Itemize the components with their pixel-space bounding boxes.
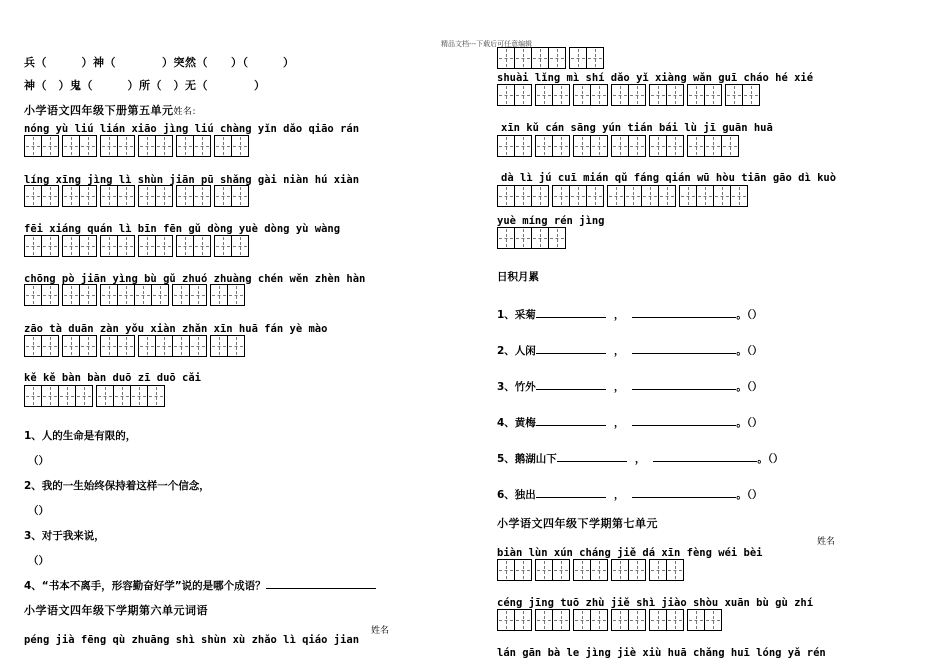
unit6-name-label: 姓名 xyxy=(371,626,390,636)
unit5-name-label: 姓名: xyxy=(173,107,197,117)
writing-box-group xyxy=(210,284,245,306)
accumulation-title: 日积月累 xyxy=(497,271,539,283)
writing-cell[interactable] xyxy=(58,386,75,406)
writing-cell[interactable] xyxy=(211,285,227,305)
idiom-fill-line-1: 兵（ ）神（ ）突然（ ）（ ） xyxy=(24,56,295,69)
writing-cell[interactable] xyxy=(666,85,683,105)
unit5-grid-row-4 xyxy=(24,284,248,306)
writing-cell[interactable] xyxy=(139,336,155,356)
writing-cell[interactable] xyxy=(155,236,172,256)
writing-cell[interactable] xyxy=(514,48,531,68)
fill-item-2-comma: ， xyxy=(613,345,625,357)
writing-cell[interactable] xyxy=(628,136,645,156)
unit5-pinyin-row-1: nóng yù liú lián xiāo jìng liú chàng yǐn dǎo qiāo rán xyxy=(24,123,360,135)
fill-item-2 xyxy=(497,343,763,358)
writing-box-group xyxy=(649,559,684,581)
writing-cell[interactable] xyxy=(79,285,96,305)
writing-box-group xyxy=(611,84,646,106)
writing-cell[interactable] xyxy=(536,610,552,630)
unit6-title: 小学语文四年级下学期第六单元词语 xyxy=(24,604,208,617)
writing-cell[interactable] xyxy=(612,560,628,580)
writing-box-group xyxy=(138,185,173,207)
idiom-fill-line-2: 神（ ）鬼（ ）所（ ）无（ ） xyxy=(24,79,266,92)
writing-box-group xyxy=(573,84,608,106)
writing-cell[interactable] xyxy=(574,85,590,105)
writing-cell[interactable] xyxy=(25,186,41,206)
writing-cell[interactable] xyxy=(688,85,704,105)
writing-box-group xyxy=(569,47,604,69)
writing-box-group xyxy=(679,185,748,207)
question-1: 1、人的生命是有限的， xyxy=(24,430,137,442)
writing-box-group xyxy=(649,609,684,631)
writing-cell[interactable] xyxy=(650,610,666,630)
unit5-pinyin-row-4: chōng pò jiān yìng bù gǔ zhuó zhuàng chén wěn zhèn hàn xyxy=(24,273,366,285)
fill-item-3-blank-b[interactable] xyxy=(632,380,736,390)
writing-box-group xyxy=(138,235,173,257)
writing-box-group xyxy=(176,235,211,257)
fill-item-2-end: 。（） xyxy=(736,345,763,357)
writing-cell[interactable] xyxy=(552,560,569,580)
writing-box-group xyxy=(649,135,684,157)
writing-cell[interactable] xyxy=(514,610,531,630)
writing-box-group xyxy=(24,135,59,157)
writing-cell[interactable] xyxy=(211,336,227,356)
writing-cell[interactable] xyxy=(117,236,134,256)
writing-cell[interactable] xyxy=(536,85,552,105)
writing-cell[interactable] xyxy=(101,285,117,305)
writing-cell[interactable] xyxy=(536,136,552,156)
writing-box-group xyxy=(497,227,566,249)
writing-cell[interactable] xyxy=(117,285,134,305)
writing-box-group xyxy=(214,135,249,157)
unit6-pinyin-row-5: yuè míng rén jìng xyxy=(497,215,605,227)
writing-box-group xyxy=(725,84,760,106)
writing-cell[interactable] xyxy=(704,610,721,630)
unit6-pinyin-row-4: dà lì jú cuī mián qǔ fáng qián wū hòu tiān gāo dì kuò xyxy=(501,172,837,184)
unit7-pinyin-row-2: céng jīng tuō zhù jiě shì jiào shòu xuān bù gù zhí xyxy=(497,597,814,609)
fill-item-5-label: 5、鹅湖山下 xyxy=(497,453,557,465)
writing-box-group xyxy=(611,135,646,157)
fill-item-3-end: 。（） xyxy=(736,381,763,393)
writing-cell[interactable] xyxy=(514,560,531,580)
fill-item-3-blank-a[interactable] xyxy=(536,380,606,390)
fill-item-5-end: 。（） xyxy=(757,453,784,465)
writing-box-group xyxy=(100,135,135,157)
writing-cell[interactable] xyxy=(155,186,172,206)
fill-item-3-label: 3、竹外 xyxy=(497,381,536,393)
question-2-answer: （） xyxy=(28,505,49,517)
fill-item-1-label: 1、采菊 xyxy=(497,309,536,321)
unit7-name-label: 姓名 xyxy=(817,537,836,547)
writing-cell[interactable] xyxy=(548,228,565,248)
writing-cell[interactable] xyxy=(552,85,569,105)
writing-cell[interactable] xyxy=(227,336,244,356)
writing-cell[interactable] xyxy=(101,186,117,206)
writing-cell[interactable] xyxy=(666,610,683,630)
question-4 xyxy=(24,578,376,593)
writing-cell[interactable] xyxy=(41,285,58,305)
writing-cell[interactable] xyxy=(514,186,531,206)
writing-cell[interactable] xyxy=(514,85,531,105)
writing-cell[interactable] xyxy=(590,610,607,630)
fill-item-3-comma: ， xyxy=(613,381,625,393)
writing-box-group xyxy=(497,559,532,581)
writing-box-group xyxy=(100,284,169,306)
question-2: 2、我的一生始终保持着这样一个信念， xyxy=(24,480,210,492)
writing-cell[interactable] xyxy=(666,136,683,156)
writing-box-group xyxy=(96,385,165,407)
writing-cell[interactable] xyxy=(227,285,244,305)
question-4-text: 4、“书本不离手，形容勤奋好学”说的是哪个成语？ xyxy=(24,580,266,592)
fill-item-5-blank-a[interactable] xyxy=(557,452,627,462)
writing-cell[interactable] xyxy=(139,136,155,156)
writing-cell[interactable] xyxy=(117,336,134,356)
unit6-grid-row-4 xyxy=(497,185,751,207)
writing-cell[interactable] xyxy=(117,136,134,156)
writing-cell[interactable] xyxy=(612,85,628,105)
writing-cell[interactable] xyxy=(531,186,548,206)
writing-box-group xyxy=(687,135,739,157)
writing-cell[interactable] xyxy=(25,386,41,406)
writing-cell[interactable] xyxy=(586,48,603,68)
writing-cell[interactable] xyxy=(101,236,117,256)
unit5-title xyxy=(24,102,196,118)
writing-cell[interactable] xyxy=(650,85,666,105)
writing-box-group xyxy=(138,135,173,157)
writing-box-group xyxy=(573,135,608,157)
writing-box-group xyxy=(497,135,532,157)
writing-cell[interactable] xyxy=(574,610,590,630)
writing-cell[interactable] xyxy=(41,236,58,256)
writing-cell[interactable] xyxy=(688,610,704,630)
question-3-answer: （） xyxy=(28,555,49,567)
writing-cell[interactable] xyxy=(612,136,628,156)
writing-cell[interactable] xyxy=(498,560,514,580)
writing-box-group xyxy=(176,135,211,157)
writing-cell[interactable] xyxy=(628,610,645,630)
writing-cell[interactable] xyxy=(704,85,721,105)
fill-item-6-blank-b[interactable] xyxy=(632,488,736,498)
fill-item-1-comma: ， xyxy=(613,309,625,321)
unit5-grid-row-6 xyxy=(24,385,168,407)
writing-cell[interactable] xyxy=(514,136,531,156)
writing-box-group xyxy=(573,609,608,631)
writing-cell[interactable] xyxy=(113,386,130,406)
writing-cell[interactable] xyxy=(704,136,721,156)
fill-item-5 xyxy=(497,451,784,466)
writing-cell[interactable] xyxy=(139,186,155,206)
writing-box-group xyxy=(24,335,59,357)
writing-cell[interactable] xyxy=(155,136,172,156)
writing-cell[interactable] xyxy=(608,186,624,206)
fill-item-4-label: 4、黄梅 xyxy=(497,417,536,429)
writing-cell[interactable] xyxy=(628,560,645,580)
unit7-grid-row-2 xyxy=(497,609,725,631)
writing-cell[interactable] xyxy=(612,610,628,630)
writing-cell[interactable] xyxy=(41,186,58,206)
writing-cell[interactable] xyxy=(730,186,747,206)
unit6-pinyin-row-3: xīn kǔ cán sāng yún tián bái lù jī guān huā xyxy=(501,122,773,134)
writing-cell[interactable] xyxy=(498,136,514,156)
unit5-grid-row-5 xyxy=(24,335,248,357)
writing-cell[interactable] xyxy=(177,186,193,206)
writing-cell[interactable] xyxy=(155,336,172,356)
writing-cell[interactable] xyxy=(41,136,58,156)
writing-cell[interactable] xyxy=(215,186,231,206)
writing-cell[interactable] xyxy=(680,186,696,206)
writing-cell[interactable] xyxy=(498,186,514,206)
writing-cell[interactable] xyxy=(117,186,134,206)
writing-cell[interactable] xyxy=(641,186,658,206)
writing-cell[interactable] xyxy=(624,186,641,206)
unit5-pinyin-row-6: kě kě bàn bàn duō zī duō cǎi xyxy=(24,372,202,384)
writing-cell[interactable] xyxy=(666,560,683,580)
writing-box-group xyxy=(100,185,135,207)
unit5-grid-row-1 xyxy=(24,135,252,157)
unit6-grid-row-5 xyxy=(497,227,569,249)
fill-item-6-label: 6、独出 xyxy=(497,489,536,501)
writing-cell[interactable] xyxy=(658,186,675,206)
writing-cell[interactable] xyxy=(531,48,548,68)
fill-item-1-end: 。（） xyxy=(736,309,763,321)
writing-box-group xyxy=(100,235,135,257)
writing-cell[interactable] xyxy=(742,85,759,105)
writing-cell[interactable] xyxy=(215,136,231,156)
writing-cell[interactable] xyxy=(177,136,193,156)
writing-cell[interactable] xyxy=(569,186,586,206)
writing-cell[interactable] xyxy=(721,136,738,156)
writing-cell[interactable] xyxy=(552,136,569,156)
fill-item-3 xyxy=(497,379,763,394)
writing-cell[interactable] xyxy=(25,136,41,156)
writing-box-group xyxy=(176,185,211,207)
question-1-answer: （） xyxy=(28,455,49,467)
writing-box-group xyxy=(497,47,566,69)
writing-cell[interactable] xyxy=(25,336,41,356)
writing-cell[interactable] xyxy=(498,610,514,630)
writing-box-group xyxy=(535,84,570,106)
unit7-title: 小学语文四年级下学期第七单元 xyxy=(497,517,658,530)
writing-cell[interactable] xyxy=(193,236,210,256)
writing-cell[interactable] xyxy=(553,186,569,206)
writing-cell[interactable] xyxy=(151,285,168,305)
writing-cell[interactable] xyxy=(548,48,565,68)
writing-cell[interactable] xyxy=(134,285,151,305)
writing-box-group xyxy=(24,185,59,207)
unit6-grid-row-3 xyxy=(497,135,742,157)
writing-box-group xyxy=(210,335,245,357)
writing-cell[interactable] xyxy=(574,136,590,156)
writing-cell[interactable] xyxy=(41,336,58,356)
fill-item-1-blank-a[interactable] xyxy=(536,308,606,318)
header-note: 精品文档---下载后可任意编辑 xyxy=(441,40,533,48)
writing-cell[interactable] xyxy=(25,285,41,305)
writing-cell[interactable] xyxy=(193,136,210,156)
fill-item-6-blank-a[interactable] xyxy=(536,488,606,498)
writing-cell[interactable] xyxy=(75,386,92,406)
writing-cell[interactable] xyxy=(590,560,607,580)
writing-box-group xyxy=(649,84,684,106)
unit7-pinyin-row-3: lán gān bà le jìng jiè xiù huā chǎng huī lóng yǎ rén xyxy=(497,647,826,659)
unit5-pinyin-row-5: zāo tà duān zàn yǒu xiàn zhǎn xīn huā fán yè mào xyxy=(24,323,328,335)
question-4-blank[interactable] xyxy=(266,579,376,589)
writing-cell[interactable] xyxy=(231,186,248,206)
writing-cell[interactable] xyxy=(177,236,193,256)
fill-item-6 xyxy=(497,487,763,502)
unit7-grid-row-1 xyxy=(497,559,687,581)
writing-cell[interactable] xyxy=(25,236,41,256)
writing-cell[interactable] xyxy=(79,236,96,256)
writing-cell[interactable] xyxy=(590,85,607,105)
writing-cell[interactable] xyxy=(231,136,248,156)
writing-cell[interactable] xyxy=(101,336,117,356)
writing-cell[interactable] xyxy=(215,236,231,256)
writing-box-group xyxy=(100,335,135,357)
writing-cell[interactable] xyxy=(552,610,569,630)
writing-box-group xyxy=(24,284,59,306)
writing-cell[interactable] xyxy=(650,560,666,580)
writing-cell[interactable] xyxy=(536,560,552,580)
writing-cell[interactable] xyxy=(172,336,189,356)
writing-cell[interactable] xyxy=(590,136,607,156)
writing-cell[interactable] xyxy=(97,386,113,406)
writing-box-group xyxy=(62,235,97,257)
writing-box-group xyxy=(535,135,570,157)
writing-cell[interactable] xyxy=(713,186,730,206)
writing-box-group xyxy=(611,559,646,581)
unit5-title-text: 小学语文四年级下册第五单元 xyxy=(24,104,174,117)
writing-cell[interactable] xyxy=(498,228,514,248)
writing-box-group xyxy=(687,609,722,631)
writing-cell[interactable] xyxy=(63,336,79,356)
writing-box-group xyxy=(62,284,97,306)
writing-box-group xyxy=(62,335,97,357)
writing-box-group xyxy=(214,185,249,207)
writing-box-group xyxy=(214,235,249,257)
writing-cell[interactable] xyxy=(41,386,58,406)
fill-item-4-end: 。（） xyxy=(736,417,763,429)
writing-box-group xyxy=(24,235,59,257)
writing-box-group xyxy=(62,135,97,157)
fill-item-5-comma: ， xyxy=(634,453,646,465)
writing-cell[interactable] xyxy=(79,336,96,356)
writing-cell[interactable] xyxy=(101,136,117,156)
writing-cell[interactable] xyxy=(63,136,79,156)
writing-cell[interactable] xyxy=(498,85,514,105)
writing-box-group xyxy=(497,609,532,631)
writing-box-group xyxy=(552,185,604,207)
writing-cell[interactable] xyxy=(147,386,164,406)
writing-box-group xyxy=(687,84,722,106)
unit6-pinyin-row-2: shuài lǐng mì shí dǎo yǐ xiàng wǎn guī cháo hé xié xyxy=(497,72,814,84)
writing-box-group xyxy=(24,385,93,407)
writing-box-group xyxy=(535,609,570,631)
fill-item-1 xyxy=(497,307,763,322)
writing-box-group xyxy=(607,185,676,207)
writing-box-group xyxy=(62,185,97,207)
writing-cell[interactable] xyxy=(130,386,147,406)
fill-item-4 xyxy=(497,415,763,430)
writing-cell[interactable] xyxy=(139,236,155,256)
writing-cell[interactable] xyxy=(63,186,79,206)
fill-item-2-label: 2、人闲 xyxy=(497,345,536,357)
unit5-pinyin-row-2: líng xīng jìng lì shùn jiān pū shǎng gài niàn hú xiàn xyxy=(24,174,360,186)
writing-box-group xyxy=(497,185,549,207)
writing-box-group xyxy=(172,284,207,306)
writing-cell[interactable] xyxy=(628,85,645,105)
writing-cell[interactable] xyxy=(514,228,531,248)
writing-cell[interactable] xyxy=(574,560,590,580)
writing-cell[interactable] xyxy=(231,236,248,256)
writing-cell[interactable] xyxy=(173,285,189,305)
fill-item-5-blank-b[interactable] xyxy=(653,452,757,462)
writing-cell[interactable] xyxy=(531,228,548,248)
question-3: 3、对于我来说， xyxy=(24,530,105,542)
writing-box-group xyxy=(138,335,207,357)
writing-cell[interactable] xyxy=(189,285,206,305)
writing-cell[interactable] xyxy=(79,186,96,206)
fill-item-1-blank-b[interactable] xyxy=(632,308,736,318)
unit6-grid-top xyxy=(497,47,607,69)
writing-cell[interactable] xyxy=(726,85,742,105)
unit6-pinyin-row-1: péng jià fēng qù zhuāng shì shùn xù zhǎo lì qiáo jian xyxy=(24,634,360,646)
writing-cell[interactable] xyxy=(688,136,704,156)
writing-cell[interactable] xyxy=(79,136,96,156)
writing-cell[interactable] xyxy=(650,136,666,156)
fill-item-2-blank-a[interactable] xyxy=(536,344,606,354)
writing-cell[interactable] xyxy=(570,48,586,68)
writing-cell[interactable] xyxy=(193,186,210,206)
writing-cell[interactable] xyxy=(63,285,79,305)
fill-item-4-blank-b[interactable] xyxy=(632,416,736,426)
fill-item-6-comma: ， xyxy=(613,489,625,501)
unit5-grid-row-3 xyxy=(24,235,252,257)
unit7-pinyin-row-1: biàn lùn xún cháng jiě dá xīn fèng wéi bèi xyxy=(497,547,763,559)
fill-item-4-comma: ， xyxy=(613,417,625,429)
writing-cell[interactable] xyxy=(498,48,514,68)
fill-item-2-blank-b[interactable] xyxy=(632,344,736,354)
unit5-grid-row-2 xyxy=(24,185,252,207)
writing-cell[interactable] xyxy=(189,336,206,356)
fill-item-4-blank-a[interactable] xyxy=(536,416,606,426)
writing-box-group xyxy=(497,84,532,106)
writing-cell[interactable] xyxy=(696,186,713,206)
writing-cell[interactable] xyxy=(63,236,79,256)
unit5-pinyin-row-3: fēi xiáng quán lì bīn fēn gǔ dòng yuè dòng yù wàng xyxy=(24,223,341,235)
writing-box-group xyxy=(535,559,570,581)
writing-box-group xyxy=(573,559,608,581)
fill-item-6-end: 。（） xyxy=(736,489,763,501)
writing-box-group xyxy=(611,609,646,631)
writing-cell[interactable] xyxy=(586,186,603,206)
unit6-grid-row-2 xyxy=(497,84,763,106)
